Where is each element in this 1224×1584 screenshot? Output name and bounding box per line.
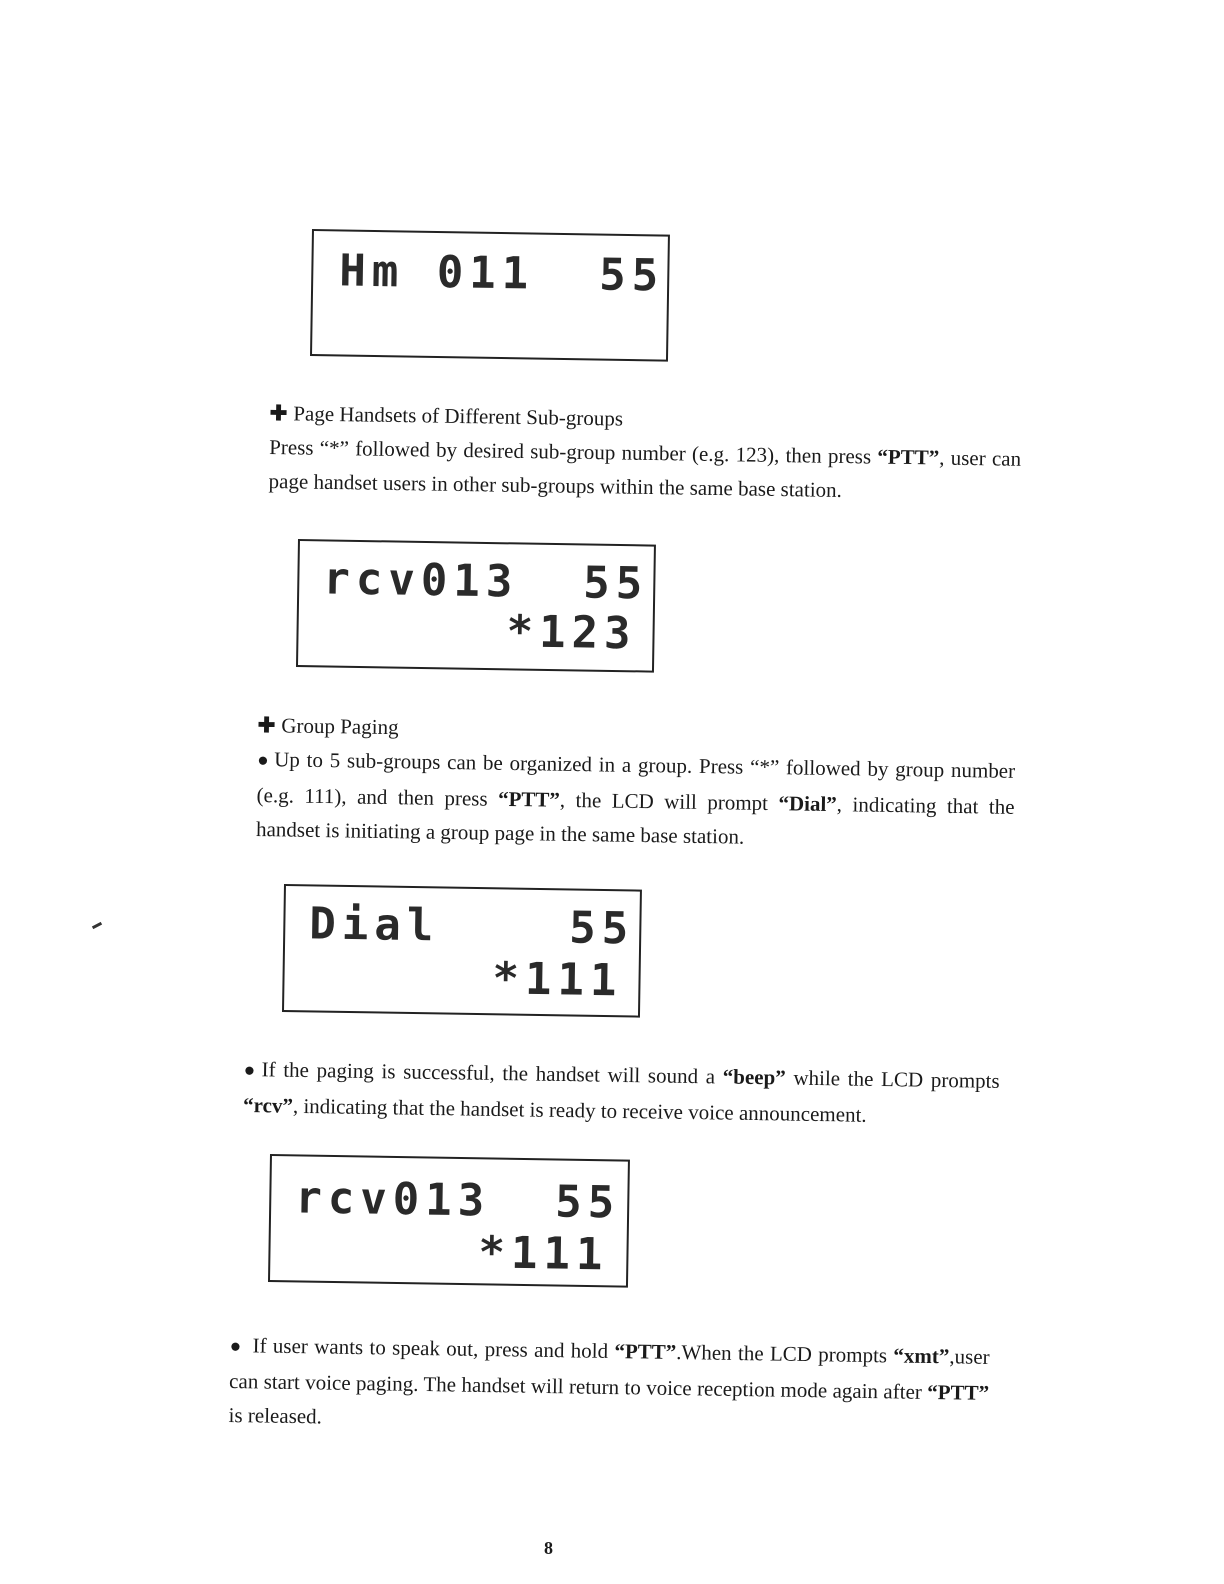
- lcd-screen-rcv-123: [296, 539, 656, 673]
- section-success: [243, 1052, 1000, 1134]
- bullet-icon: ●: [243, 1059, 258, 1082]
- lcd-line-1: rcv013 55: [294, 1172, 621, 1229]
- rcv-keyword: “rcv”: [242, 1092, 294, 1118]
- ptt-keyword: “PTT”: [614, 1339, 677, 1365]
- section-heading: ✚ Page Handsets of Different Sub-groups: [269, 400, 624, 431]
- margin-mark: [92, 922, 102, 929]
- dial-keyword: “Dial”: [778, 791, 837, 817]
- section-body: ● Up to 5 sub-groups can be organized in a group. Press “*” followed by group number (e.g. 111), and then press “PTT”, the LCD will prompt “Dial”, indicating that the handset is initiating a group page in the same base station.: [255, 747, 1016, 849]
- lcd-screen-home: [310, 229, 670, 362]
- lcd-line-1: Hm 011 55: [338, 245, 665, 302]
- beep-keyword: “beep”: [722, 1064, 786, 1090]
- lcd-line-1: rcv013 55: [322, 553, 649, 610]
- page-number: 8: [544, 1538, 553, 1558]
- section-body: Press “*” followed by desired sub-group number (e.g. 123), then press “PTT”, user can page handset users in other sub-groups within the same base station.: [268, 434, 1022, 502]
- lcd-line-2: *111: [478, 1227, 609, 1281]
- ptt-keyword: “PTT”: [497, 786, 561, 812]
- section-body: ● If user wants to speak out, press and hold “PTT”.When the LCD prompts “xmt”,user can start voice paging. The handset will return to voice reception mode again after “PTT” is released.: [228, 1333, 990, 1429]
- lcd-line-2: *123: [506, 606, 637, 660]
- bullet-icon: ●: [229, 1335, 243, 1358]
- section-speak: [228, 1328, 990, 1444]
- section-group-paging: [256, 708, 1016, 858]
- plus-icon: ✚: [257, 712, 276, 738]
- lcd-screen-rcv-111: [268, 1154, 630, 1288]
- lcd-line-1: Dial 55: [308, 898, 635, 955]
- bullet-icon: ●: [257, 749, 271, 772]
- lcd-screen-dial: [282, 884, 642, 1018]
- section-sub-groups: [268, 396, 1022, 510]
- ptt-keyword: “PTT”: [877, 444, 940, 470]
- lcd-line-2: *111: [492, 953, 623, 1007]
- ptt-keyword: “PTT”: [927, 1379, 990, 1405]
- plus-icon: ✚: [269, 400, 288, 426]
- section-body: ● If the paging is successful, the handset will sound a “beep” while the LCD prompts “rcv”, indicating that the handset is ready to receive voice announcement.: [242, 1057, 1000, 1127]
- xmt-keyword: “xmt”: [893, 1343, 950, 1369]
- section-heading: ✚ Group Paging: [257, 712, 399, 740]
